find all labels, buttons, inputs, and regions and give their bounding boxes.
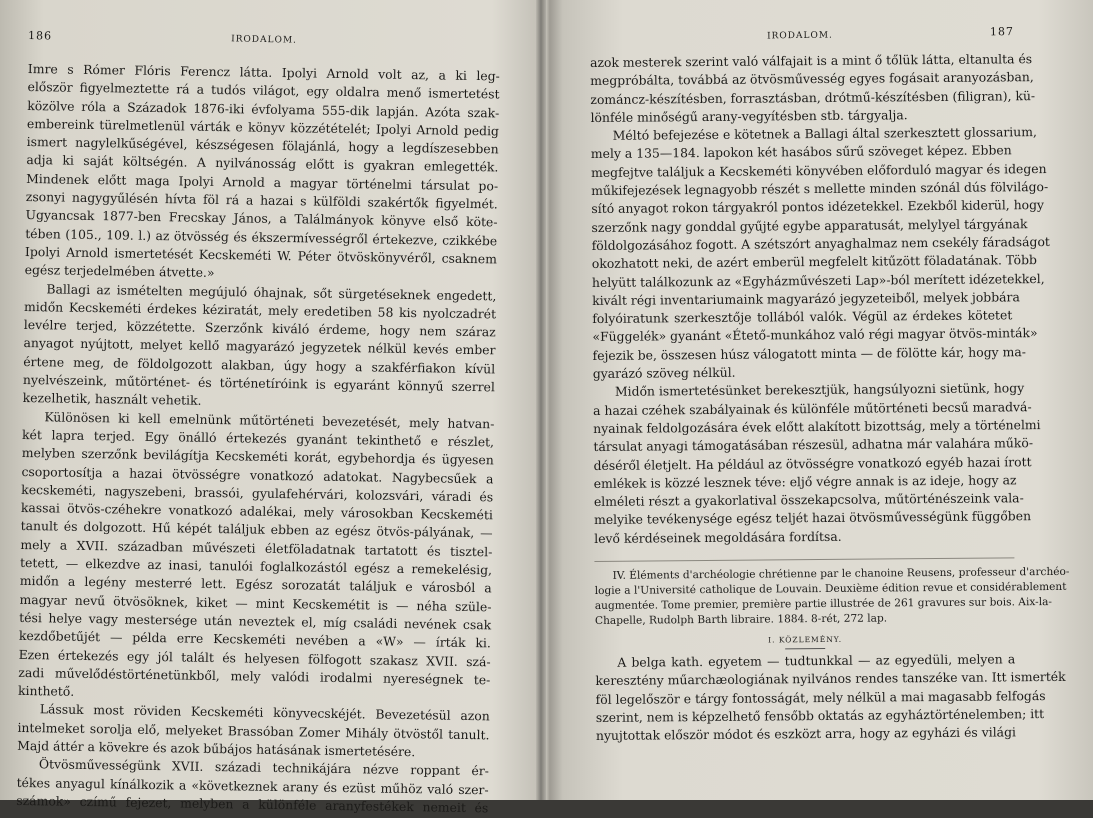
- text-line: Imre s Rómer Flóris Ferencz látta. Ipolyi Arnold volt az, a ki leg-: [27, 60, 500, 84]
- text-line: melyike tevékenysége egész teljét hazai ötvösművességünk függőben: [594, 508, 1032, 528]
- text-line: tési helye vagy mestersége után neveztek el, míg családi nevének csak: [19, 609, 492, 633]
- text-line: tében (105., 109. l.) az ötvösség és ékszermívességről értekezve, czikkébe: [25, 225, 498, 249]
- text-line: intelmeket sorolja elő, melyeket Brassóban Zomer Mihály ötvöstől tanult.: [17, 719, 490, 743]
- text-line: okozhatott neki, de azért emberül megfelelt kitűzött föladatának. Több: [591, 252, 1038, 272]
- text-line: IV. Éléments d'archéologie chrétienne par le chanoine Reusens, professeur d'archéo-: [612, 565, 1070, 582]
- section-rule: [785, 648, 825, 649]
- text-line: nyainak feldolgozására évek előtt alakított bizottság, mely a történelmi: [593, 417, 1041, 436]
- right-page: [590, 0, 1070, 800]
- text-line: kivált régi inventariumaink magyarázó jegyzeteiből, melyek jobbára: [592, 289, 1020, 308]
- text-line: mely a 135—184. lapokon két hasábos sűrű szöveget képez. Ebben: [590, 142, 1012, 162]
- text-block: [595, 650, 1066, 745]
- page-number: 186: [27, 29, 53, 43]
- text-line: nyujtottak először módot és eszközt arra, hogy az egyházi és világi: [595, 724, 1016, 744]
- text-line: Különösen ki kell emelnünk műtörténeti bevezetését, mely hatvan-: [44, 408, 495, 432]
- text-line: zsonyi nagygyűlésén hívta föl rá a hazai s külföldi szakértők figyelmét.: [25, 189, 498, 212]
- text-line: szerint, nem is képzelhető fensőbb oktatás az egyháztörténelemben; itt: [595, 705, 1045, 725]
- text-line: Méltó befejezése e kötetnek a Ballagi által szerkesztett glossarium,: [612, 124, 1037, 143]
- text-line: helyütt találkozunk az «Egyházművészeti Lap»-ból merített idézetekkel,: [591, 270, 1045, 290]
- section-heading: I. KÖZLEMÉNY.: [768, 634, 843, 645]
- text-line: Ötvösművességünk XVII. századi technikájára nézve roppant ér-: [38, 756, 490, 779]
- text-line: Lássuk most röviden Kecskeméti könyvecskéjét. Bevezetésül azon: [39, 701, 490, 724]
- text-line: folyóiratunk szerkesztője tollából valók. Végül az érdekes kötetet: [592, 307, 1013, 327]
- text-line: társulat anyagi támogatásában részesül, adhatna már valahára műkö-: [593, 435, 1034, 455]
- text-line: nyelvészeink, műtörténet- és történetíróink is egyaránt könnyű szerrel: [22, 372, 496, 395]
- text-line: déséről életjelt. Ha például az ötvösségre vonatkozó egyéb hazai írott: [593, 453, 1032, 473]
- text-line: először figyelmeztette rá a tudós világot, egy oldalra menő ismertetést: [27, 79, 500, 102]
- text-line: Ipolyi Arnold ismertetését Kecskeméti W. Péter ötvöskönyvéről, csaknem: [24, 243, 498, 267]
- text-line: Midőn ismertetésünket berekesztjük, hangsúlyozni sietünk, hogy: [614, 380, 1025, 400]
- text-line: magyar nevű ötvösöknek, kiket — mint Kecskemétit is — néha szüle-: [19, 591, 492, 614]
- bibliographic-entry: [594, 565, 1070, 629]
- text-line: keresztény műarchæologiának nyilvános rendes tanszéke van. Itt ismerték: [595, 669, 1066, 689]
- text-line: a hazai czéhek szabályainak és különféle műtörténeti becsű maradvá-: [593, 398, 1032, 418]
- text-line: ismert nagylelkűségével, készségesen fölajánlá, hogy a legdíszesebben: [26, 134, 499, 157]
- text-line: megpróbálta, továbbá az ötvösművesség egyes fogásait aranyozásban,: [590, 69, 1034, 89]
- text-line: Ballagi az ismételten megújuló óhajnak, sőt sürgetéseknek engedett,: [46, 280, 497, 303]
- text-line: sító anyagot rokon tárgyakról pontos idézetekkel. Ezekből kiderül, hogy: [591, 197, 1045, 217]
- text-line: midőn Kecskeméti érdekes kéziratát, mely eredetiben 58 kis nyolczadrét: [24, 298, 497, 322]
- text-line: lönféle minőségű arany-vegyítésben stb. tárgyalja.: [590, 107, 908, 125]
- text-line: tékes anyagul kínálkozik a «következnek arany és ezüst műhöz való szer-: [16, 774, 489, 797]
- text-line: levő kérdéseinek megoldására fordítsa.: [594, 528, 842, 546]
- running-head-left: [28, 29, 500, 55]
- text-line: számok» czímű fejezet, melyben a különféle aranyfestékek nemeit és: [16, 792, 489, 816]
- text-line: kassai ötvös-czéhekre vonatkozó adalékai, mely városokban Kecskeméti: [20, 500, 494, 523]
- page-number: 187: [989, 25, 1015, 39]
- running-head-right: [590, 25, 1015, 49]
- text-line: műkifejezések legnagyobb részét s mellette minden szónál dús fölvilágo-: [591, 179, 1049, 199]
- text-line: adja ki saját költségén. A nyilvánosság előtt is gyakran emlegették.: [26, 152, 499, 175]
- text-line: augmentée. Tome premier, première partie illustrée de 261 gravures sur bois. Aix-la-: [594, 595, 1053, 612]
- text-line: zadi művelődéstörténetünkből, mely valódi irodalmi nyereségnek te-: [18, 664, 491, 688]
- body-text: [16, 60, 500, 817]
- text-line: mely a XVII. században művészeti életföladatnak tartatott és tisztel-: [20, 536, 493, 560]
- text-line: kecskeméti, nagyszebeni, brassói, gyulafehérvári, kolozsvári, váradi és: [21, 481, 494, 505]
- text-line: kezelhetik, használt vehetik.: [22, 390, 202, 409]
- text-line: kezdőbetűjét — példa erre Kecskeméti nevében a «W» — írták ki.: [18, 628, 492, 651]
- text-line: midőn a legény mesterré lett. Egész sorozatát találjuk e városból a: [19, 573, 492, 596]
- section-divider: [594, 557, 1014, 562]
- text-line: Ezen értekezés egy jól talált és helyesen fölfogott szakasz XVII. szá-: [18, 646, 491, 669]
- text-line: földolgozásához fogott. A szétszórt anyaghalmaz nem csekély fáradságot: [591, 233, 1050, 253]
- text-line: értene meg, de földolgozott alakban, úgy hogy a szakférfiakon kívül: [23, 353, 496, 377]
- text-line: embereink türelmetlenül várták e könyv közzétételét; Ipolyi Arnold pedig: [26, 115, 500, 139]
- text-line: fejezik be, összesen húsz válogatott minta — de fölötte kár, hogy ma-: [592, 343, 1026, 363]
- text-line: emlékek is közzé lesznek téve: eljő végre annak is az ideje, hogy az: [593, 472, 1017, 491]
- text-line: «Függelék» gyanánt «Étető-munkához való régi magyar ötvös-minták»: [592, 325, 1038, 345]
- text-line: Majd áttér a kövekre és azok bűbájos hatásának ismertetésére.: [17, 737, 416, 760]
- text-line: elméleti részt a gyakorlatival összekapcsolva, műtörténészeink vala-: [593, 490, 1024, 510]
- text-line: szerzőnk nagy gonddal gyűjté egybe apparatusát, melylyel tárgyának: [591, 215, 1028, 235]
- text-line: tetett, — elkezdve az inasi, tanulói foglalkozástól egész a remekelésig,: [19, 554, 493, 578]
- book-gutter: [536, 0, 546, 800]
- text-line: levélre terjed, közzétette. Szerzőnk kiváló érdeme, hogy nem száraz: [23, 317, 496, 340]
- text-line: A belga kath. egyetem — tudtunkkal — az egyedüli, melyen a: [617, 651, 1016, 670]
- text-line: tanult és dolgozott. Hű képét találjuk ebben az egész ötvös-pályának, —: [20, 518, 493, 541]
- text-line: azok mesterek szerint való válfajait is a mint ő tőlük látta, eltanulta és: [590, 51, 1033, 70]
- left-page: [16, 0, 500, 816]
- text-line: kinthető.: [17, 683, 75, 699]
- text-line: Mindenek előtt maga Ipolyi Arnold a magyar történelmi társulat po-: [26, 170, 499, 194]
- text-line: csoportosítja a hazai ötvösségre vonatkozó adatokat. Nagybecsűek a: [21, 463, 494, 486]
- text-line: anyagot nyújtott, melyet kellő magyarázó jegyzetek nélkül kevés ember: [23, 335, 496, 358]
- body-text: [590, 50, 1070, 744]
- text-line: logie a l'Université catholique de Louvain. Deuxième édition revue et considérablement: [594, 580, 1067, 597]
- text-line: megfejtve találjuk a Kecskeméti könyvében előforduló magyar és idegen: [590, 160, 1047, 180]
- text-line: gyarázó szöveg nélkül.: [592, 364, 736, 382]
- text-block: [590, 50, 1050, 548]
- text-line: Ugyancsak 1877-ben Frecskay János, a Találmányok könyve első köte-: [25, 207, 498, 230]
- text-line: közölve róla a Századok 1876-iki évfolyama 555-dik lapján. Azóta szak-: [27, 97, 500, 121]
- running-title: IRODALOM.: [766, 30, 833, 42]
- text-line: föl legelőször e tárgy fontosságát, mely nélkül a mai magasabb felfogás: [595, 687, 1046, 707]
- text-line: Chapelle, Rudolph Barth libraire. 1884. 8-rét, 272 lap.: [594, 612, 888, 627]
- text-line: két lapra terjed. Egy önálló értekezés gyanánt tekinthető e részlet,: [22, 426, 495, 450]
- text-line: melyben szerzőnk bevilágítja Kecskeméti korát, egybehordja és ügyesen: [21, 445, 494, 468]
- running-title: IRODALOM.: [231, 34, 298, 46]
- text-line: egész terjedelmében átvette.»: [24, 262, 215, 281]
- text-line: zománcz-készítésben, forrasztásban, drótmű-készítésben (filigran), kü-: [590, 87, 1036, 107]
